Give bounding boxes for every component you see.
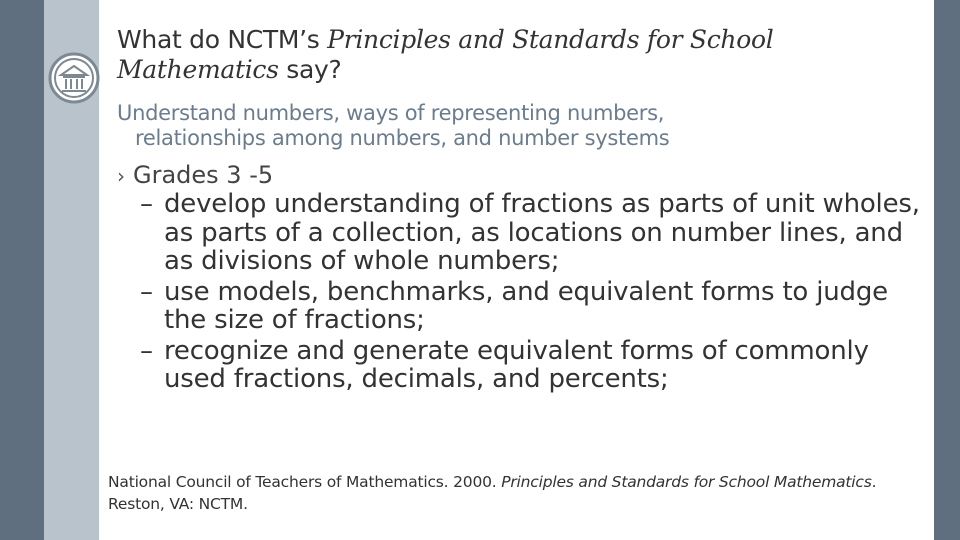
citation (108, 471, 908, 515)
bullet-text: recognize and generate equivalent forms of commonly used fractions, decimals, and percents; (164, 335, 869, 394)
title-part1: What do NCTM’s (117, 25, 328, 54)
citation-suffix: . Reston, VA: NCTM. (108, 473, 877, 513)
chevron-right-icon: › (117, 164, 125, 188)
bullet-text: use models, benchmarks, and equivalent forms to judge the size of fractions; (164, 276, 888, 335)
title-part2: say? (278, 55, 342, 84)
subhead-line2: relationships among numbers, and number systems (135, 126, 670, 150)
bullet-text: develop understanding of fractions as parts of unit wholes, as parts of a collection, as locations on number lines, and as divisions of whole numbers; (164, 189, 920, 276)
title-italic: Principles and Standards for School Mathematics (117, 25, 774, 84)
institution-seal-icon (48, 52, 100, 104)
list-item (140, 337, 920, 394)
grades-label: Grades 3 -5 (133, 161, 274, 189)
left-decorative-band (0, 0, 44, 540)
list-item (140, 190, 920, 276)
grades-heading (117, 160, 273, 191)
subhead-line1: Understand numbers, ways of representing numbers, (117, 101, 665, 125)
right-decorative-band (934, 0, 960, 540)
dash-marker: – (140, 335, 153, 366)
bullet-list (140, 190, 920, 396)
citation-prefix: National Council of Teachers of Mathematics. 2000. (108, 473, 502, 491)
subheading (117, 101, 797, 151)
dash-marker: – (140, 276, 153, 307)
list-item (140, 278, 920, 335)
slide-title (117, 25, 777, 85)
citation-italic: Principles and Standards for School Mathematics (501, 473, 872, 491)
dash-marker: – (140, 189, 153, 219)
